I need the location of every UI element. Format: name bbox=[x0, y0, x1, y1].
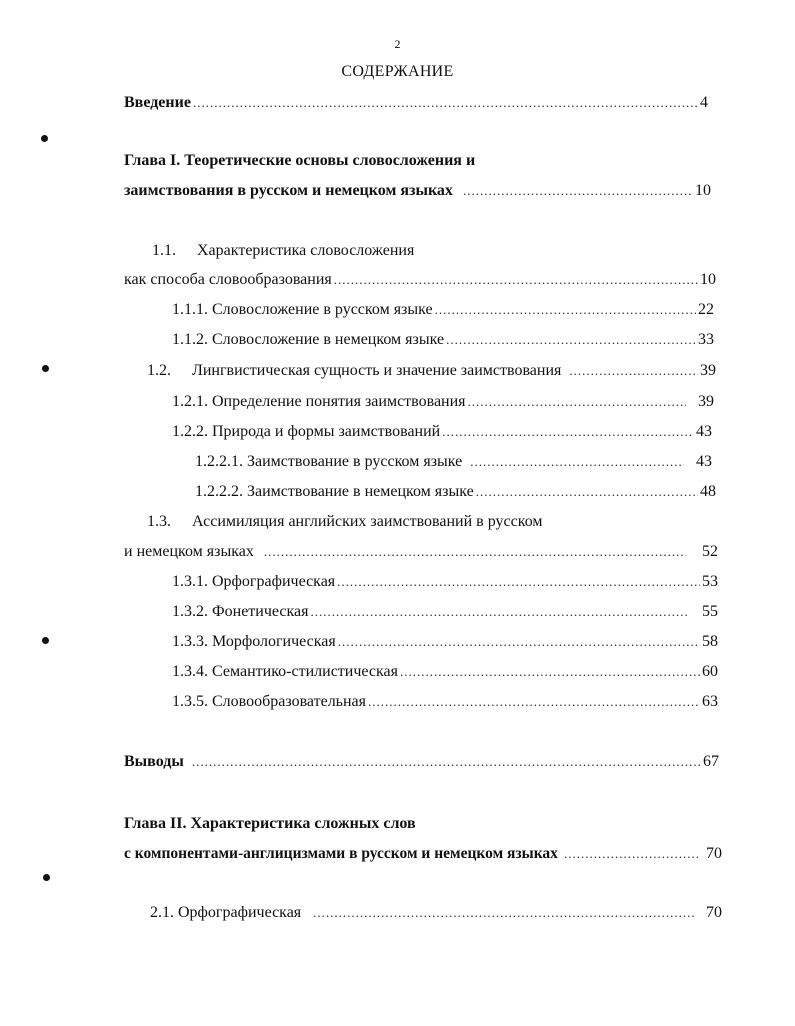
toc-entry-1-3-5 bbox=[172, 692, 718, 712]
chapter-1-heading: Глава I. Теоретические основы словосложения и bbox=[124, 152, 476, 169]
toc-entry-label: заимствования в русском и немецком языках bbox=[124, 182, 453, 199]
toc-entry-page: 55 bbox=[702, 603, 718, 620]
toc-entry-label: Введение bbox=[124, 94, 191, 111]
toc-entry-1-2 bbox=[192, 361, 716, 381]
toc-entry-page: 33 bbox=[698, 331, 714, 348]
toc-entry-label: 1.2.1. Определение понятия заимствования bbox=[172, 393, 466, 410]
toc-entry-label: 1.1.2. Словосложение в немецком языке bbox=[172, 331, 445, 348]
toc-entry-label: 1.3.5. Словообразовательная bbox=[172, 693, 366, 710]
page-title: СОДЕРЖАНИЕ bbox=[341, 63, 454, 80]
toc-entry-page: 43 bbox=[696, 423, 712, 440]
toc-entry-page: 70 bbox=[706, 845, 722, 862]
toc-entry-page: 67 bbox=[703, 753, 719, 770]
toc-entry-page: 39 bbox=[700, 362, 716, 379]
section-1-2-number: 1.2. bbox=[147, 362, 171, 379]
toc-entry-label: Лингвистическая сущность и значение заимствования bbox=[192, 362, 562, 379]
toc-entry-page: 39 bbox=[698, 393, 714, 410]
toc-entry-page: 52 bbox=[702, 543, 718, 560]
dot-leader bbox=[446, 330, 696, 350]
dot-leader bbox=[569, 361, 698, 381]
section-1-1-title: Характеристика словосложения bbox=[197, 242, 415, 259]
toc-entry-intro bbox=[124, 93, 708, 113]
toc-entry-label: с компонентами-англицизмами в русском и немецком языках bbox=[124, 845, 558, 862]
dot-leader bbox=[337, 572, 700, 592]
dot-leader bbox=[470, 452, 684, 472]
dot-leader bbox=[476, 482, 698, 502]
dot-leader bbox=[192, 752, 701, 772]
punch-mark bbox=[42, 637, 49, 644]
dot-leader bbox=[313, 903, 696, 923]
toc-entry-2-1 bbox=[150, 903, 722, 923]
punch-mark bbox=[42, 365, 49, 372]
dot-leader bbox=[468, 392, 686, 412]
section-1-1-number: 1.1. bbox=[152, 242, 176, 259]
toc-entry-1-3-2 bbox=[172, 602, 718, 622]
chapter-2-heading: Глава II. Характеристика сложных слов bbox=[124, 815, 416, 832]
dot-leader bbox=[264, 542, 686, 562]
toc-entry-1-2-1 bbox=[172, 392, 714, 412]
toc-entry-1-3-1 bbox=[172, 572, 718, 592]
toc-entry-page: 48 bbox=[700, 483, 716, 500]
toc-entry-1-1 bbox=[124, 270, 716, 290]
toc-entry-label: 1.3.3. Морфологическая bbox=[172, 633, 336, 650]
dot-leader bbox=[400, 662, 700, 682]
toc-entry-page: 58 bbox=[702, 633, 718, 650]
toc-entry-page: 60 bbox=[702, 663, 718, 680]
dot-leader bbox=[338, 632, 700, 652]
dot-leader bbox=[193, 93, 698, 113]
toc-entry-1-2-2-1 bbox=[195, 452, 712, 472]
toc-entry-label: 2.1. Орфографическая bbox=[150, 904, 302, 921]
dot-leader bbox=[368, 692, 700, 712]
toc-entry-label: 1.2.2. Природа и формы заимствований bbox=[172, 423, 441, 440]
toc-entry-page: 4 bbox=[700, 94, 708, 111]
dot-leader bbox=[311, 602, 689, 622]
toc-entry-1-1-2 bbox=[172, 330, 714, 350]
toc-entry-label: 1.3.2. Фонетическая bbox=[172, 603, 309, 620]
punch-mark bbox=[41, 135, 48, 142]
dot-leader bbox=[463, 181, 693, 201]
dot-leader bbox=[435, 300, 696, 320]
punch-mark bbox=[43, 874, 50, 881]
toc-entry-1-2-2-2 bbox=[195, 482, 716, 502]
toc-entry-conclusions bbox=[124, 752, 719, 772]
toc-entry-1-3-4 bbox=[172, 662, 718, 682]
toc-entry-chapter-2 bbox=[124, 844, 722, 864]
section-1-3-title: Ассимиляция английских заимствований в русском bbox=[192, 513, 543, 530]
toc-entry-1-2-2 bbox=[172, 422, 712, 442]
toc-entry-label: как способа словообразования bbox=[124, 271, 332, 288]
section-1-3-number: 1.3. bbox=[147, 513, 171, 530]
dot-leader bbox=[564, 844, 698, 864]
toc-entry-page: 63 bbox=[702, 693, 718, 710]
toc-entry-label: 1.1.1. Словосложение в русском языке bbox=[172, 301, 433, 318]
toc-entry-page: 43 bbox=[696, 453, 712, 470]
toc-entry-label: 1.2.2.1. Заимствование в русском языке bbox=[195, 453, 463, 470]
page-number: 2 bbox=[394, 37, 401, 51]
toc-entry-1-1-1 bbox=[172, 300, 714, 320]
toc-entry-1-3 bbox=[124, 542, 718, 562]
dot-leader bbox=[442, 422, 694, 442]
toc-entry-1-3-3 bbox=[172, 632, 718, 652]
dot-leader bbox=[334, 270, 698, 290]
toc-entry-label: 1.3.1. Орфографическая bbox=[172, 573, 336, 590]
toc-entry-page: 53 bbox=[702, 573, 718, 590]
toc-entry-label: 1.2.2.2. Заимствование в немецком языке bbox=[195, 483, 474, 500]
toc-entry-label: 1.3.4. Семантико-стилистическая bbox=[172, 663, 398, 680]
toc-entry-label: Выводы bbox=[124, 753, 184, 770]
toc-entry-page: 70 bbox=[706, 904, 722, 921]
toc-entry-chapter-1 bbox=[124, 181, 711, 201]
toc-entry-page: 10 bbox=[695, 182, 711, 199]
toc-entry-page: 10 bbox=[700, 271, 716, 288]
toc-entry-label: и немецком языках bbox=[124, 543, 254, 560]
toc-entry-page: 22 bbox=[698, 301, 714, 318]
